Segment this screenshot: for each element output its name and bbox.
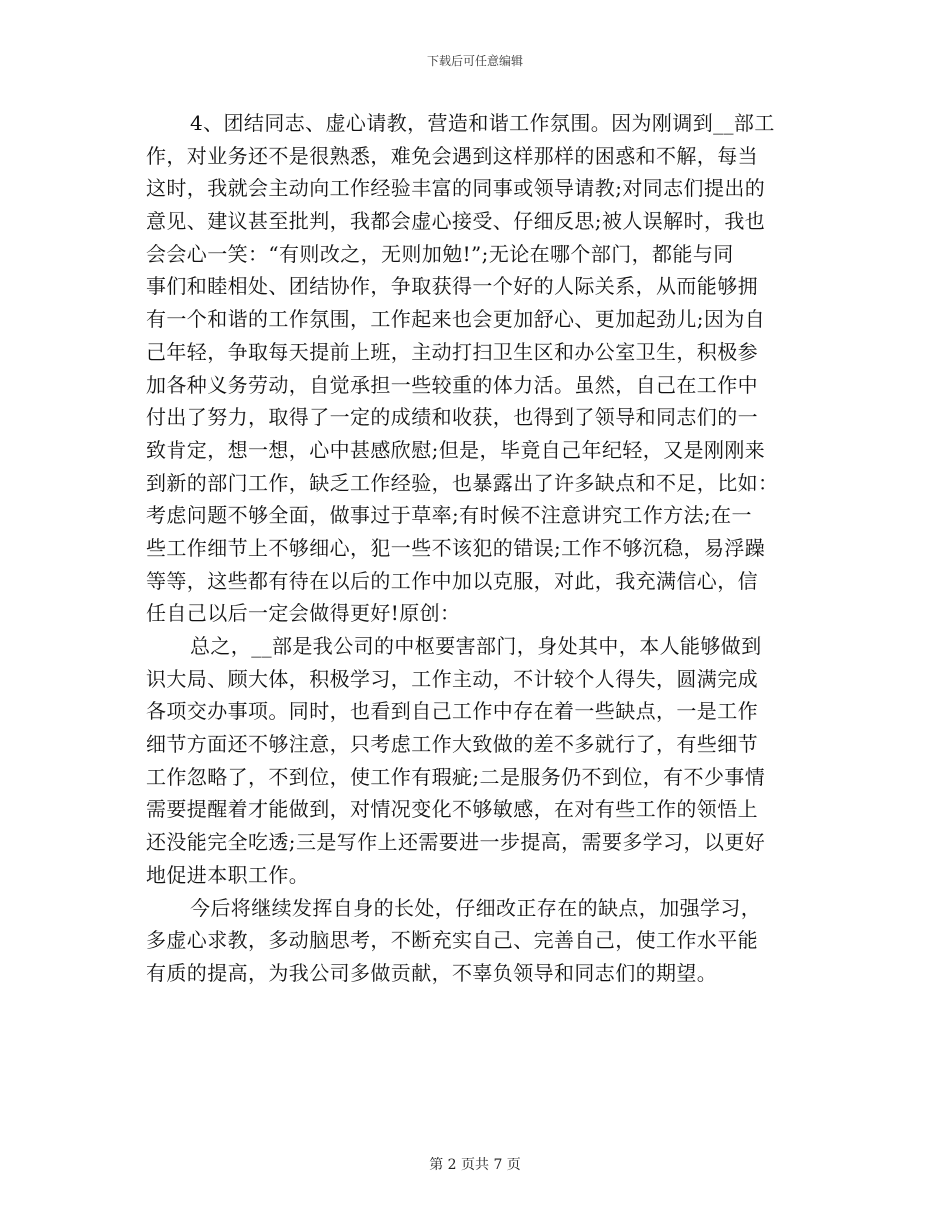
text-line: 作，对业务还不是很熟悉，难免会遇到这样那样的困惑和不解，每当 <box>146 143 758 168</box>
paragraph-1 <box>146 107 806 630</box>
text-line: 致肯定，想一想，心中甚感欣慰;但是，毕竟自己年纪轻，又是刚刚来 <box>146 437 766 462</box>
text-line: 工作忽略了，不到位，使工作有瑕疵;二是服务仍不到位，有不少事情 <box>146 764 766 789</box>
text-line: 地促进本职工作。 <box>146 862 310 887</box>
text-line: 己年轻，争取每天提前上班，主动打扫卫生区和办公室卫生，积极参 <box>146 339 758 364</box>
text-line: 意见、建议甚至批判，我都会虚心接受、仔细反思;被人误解时，我也 <box>146 209 766 234</box>
text-line: 有质的提高，为我公司多做贡献，不辜负领导和同志们的期望。 <box>146 960 718 985</box>
text-line: 今后将继续发挥自身的长处，仔细改正存在的缺点，加强学习， <box>190 895 762 920</box>
text-line: 这时，我就会主动向工作经验丰富的同事或领导请教;对同志们提出的 <box>146 176 766 201</box>
text-line: 需要提醒着才能做到，对情况变化不够敏感，在对有些工作的领悟上 <box>146 797 758 822</box>
text-line: 事们和睦相处、团结协作，争取获得一个好的人际关系，从而能够拥 <box>146 274 758 299</box>
text-line: 有一个和谐的工作氛围，工作起来也会更加舒心、更加起劲儿;因为自 <box>146 307 766 332</box>
text-line: 细节方面还不够注意，只考虑工作大致做的差不多就行了，有些细节 <box>146 732 758 757</box>
paragraph-2 <box>146 630 806 892</box>
paragraph-3 <box>146 892 806 990</box>
page-footer: 第 2 页共 7 页 <box>429 1157 521 1173</box>
text-line: 各项交办事项。同时，也看到自己工作中存在着一些缺点，一是工作 <box>146 699 758 724</box>
text-line: 考虑问题不够全面，做事过于草率;有时候不注意讲究工作方法;在一 <box>146 503 752 528</box>
text-line: 等等，这些都有待在以后的工作中加以克服，对此，我充满信心，信 <box>146 568 758 593</box>
page-header: 下载后可任意编辑 <box>426 54 523 68</box>
text-line: 付出了努力，取得了一定的成绩和收获，也得到了领导和同志们的一 <box>146 405 758 430</box>
text-line: 4、团结同志、虚心请教，营造和谐工作氛围。因为刚调到__部工 <box>190 111 775 135</box>
text-line: 多虚心求教，多动脑思考，不断充实自己、完善自己，使工作水平能 <box>146 928 758 953</box>
text-line: 还没能完全吃透;三是写作上还需要进一步提高，需要多学习，以更好 <box>146 830 766 855</box>
text-line: 任自己以后一定会做得更好!原创： <box>146 601 461 626</box>
text-line: 会会心一笑：“有则改之，无则加勉!”;无论在哪个部门，都能与同 <box>146 241 734 266</box>
document-body <box>146 107 806 990</box>
text-line: 总之，__部是我公司的中枢要害部门，身处其中，本人能够做到 <box>190 634 762 658</box>
text-line: 些工作细节上不够细心，犯一些不该犯的错误;工作不够沉稳，易浮躁 <box>146 535 766 560</box>
text-line: 到新的部门工作，缺乏工作经验，也暴露出了许多缺点和不足，比如： <box>146 470 779 495</box>
text-line: 识大局、顾大体，积极学习，工作主动，不计较个人得失，圆满完成 <box>146 666 758 691</box>
text-line: 加各种义务劳动，自觉承担一些较重的体力活。虽然，自己在工作中 <box>146 372 758 397</box>
